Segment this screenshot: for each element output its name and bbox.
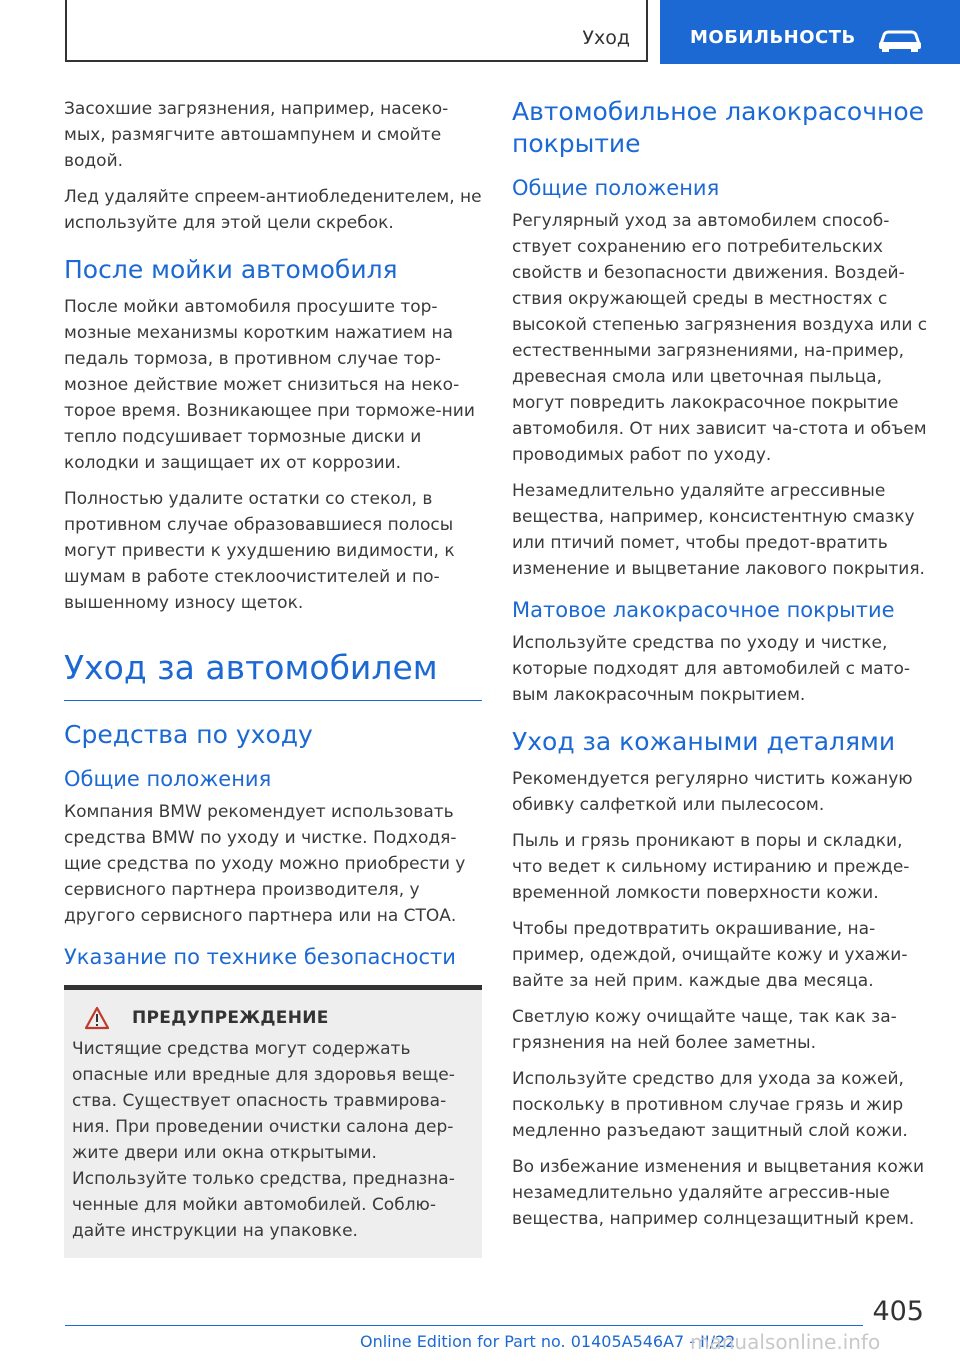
paragraph: Лед удаляйте спреем-антиобледенителем, не используйте для этой цели скребок. — [64, 187, 482, 233]
paragraph: Рекомендуется регулярно чистить кожаную обивку салфеткой или пылесосом. — [512, 769, 913, 815]
heading-general: Общие положения — [64, 767, 272, 791]
warning-header — [72, 1006, 474, 1030]
paragraph: Во избежание изменения и выцветания кожи незамедлительно удаляйте агрессив-ные вещества, например солнцезащитный крем. — [512, 1157, 925, 1229]
paragraph: Регулярный уход за автомобилем способ-ствует сохранению его потребительских свойств и безопасности движения. Воздей-ствия окружающей среды в местностях с высокой степенью загрязнения воздуха или с естественными загрязнениями, на-пример, древесная смола или цветочная пыльца, могут повредить лакокрасочное покрытие автомобиля. От них зависит ча-стота и объем проводимых работ по уходу. — [512, 211, 928, 465]
warning-text: Чистящие средства могут содержать опасные или вредные для здоровья веще-ства. Существует опасность травмирова-ния. При проведении очистки салона дер-жите двери или окна открытыми. Используйте только средства, предназна-ченные для мойки автомобилей. Соблю-дайте инструкции на упаковке. — [72, 1039, 455, 1241]
heading-safety: Указание по технике безопасности — [64, 945, 456, 969]
footer-rule — [65, 1325, 863, 1326]
header-frame — [65, 0, 648, 62]
paragraph: Компания BMW рекомендует использовать средства BMW по уходу и чистке. Подходя-щие средства по уходу можно приобрести у сервисного партнера производителя, у другого сервисного партнера или на СТОА. — [64, 802, 466, 926]
paragraph: После мойки автомобиля просушите тор-мозные механизмы коротким нажатием на педаль тормоза, в противном случае тор-мозное действие может снизиться на неко-торое время. Возникающее при торможе-нии тепло подсушивает тормозные диски и колодки и защищает их от коррозии. — [64, 297, 475, 473]
paragraph: Незамедлительно удаляйте агрессивные вещества, например, консистентную смазку или птичий помет, чтобы предот-вратить изменение и выцветание лакового покрытия. — [512, 481, 925, 579]
heading-care-products: Средства по уходу — [64, 720, 313, 749]
paragraph: Используйте средства по уходу и чистке, которые подходят для автомобилей с мато-вым лакокрасочным покрытием. — [512, 633, 911, 705]
warning-title: ПРЕДУПРЕЖДЕНИЕ — [132, 1008, 329, 1028]
right-column — [512, 96, 930, 1242]
left-column — [64, 96, 482, 1258]
warning-triangle-icon — [84, 1006, 110, 1030]
heading-matte: Матовое лакокрасочное покрытие — [512, 598, 895, 622]
footer-edition: Online Edition for Part no. 01405A546A7 - II/22 — [360, 1332, 736, 1351]
watermark: manualsonline.info — [690, 1330, 881, 1354]
header-chapter-title: МОБИЛЬНОСТЬ — [690, 27, 856, 48]
header-section-title: Уход — [582, 27, 630, 49]
warning-box — [64, 985, 482, 1258]
paragraph: Используйте средство для ухода за кожей, поскольку в противном случае грязь и жир медленно разъедают защитный слой кожи. — [512, 1069, 908, 1141]
paragraph: Чтобы предотвратить окрашивание, на-пример, одеждой, очищайте кожу и ухажи-вайте за ней прим. каждые два месяца. — [512, 919, 908, 991]
heading-paint: Автомобильное лакокрасочное покрытие — [512, 97, 925, 158]
page-number: 405 — [872, 1296, 924, 1327]
car-icon — [877, 28, 923, 52]
paragraph: Светлую кожу очищайте чаще, так как за-грязнения на ней более заметны. — [512, 1007, 897, 1053]
heading-after-wash: После мойки автомобиля — [64, 255, 398, 284]
heading-general: Общие положения — [512, 176, 720, 200]
paragraph: Засохшие загрязнения, например, насеко-мых, размягчите автошампунем и смойте водой. — [64, 99, 449, 171]
paragraph: Пыль и грязь проникают в поры и складки, что ведет к сильному истиранию и прежде-временной ломкости поверхности кожи. — [512, 831, 910, 903]
heading-leather: Уход за кожаными деталями — [512, 727, 896, 756]
paragraph: Полностью удалите остатки со стекол, в противном случае образовавшиеся полосы могут привести к ухудшению видимости, к шумам в работе стеклоочистителей и по-вышенному износу щеток. — [64, 489, 455, 613]
header-chapter-tab — [660, 0, 960, 64]
heading-car-care: Уход за автомобилем — [64, 648, 482, 701]
